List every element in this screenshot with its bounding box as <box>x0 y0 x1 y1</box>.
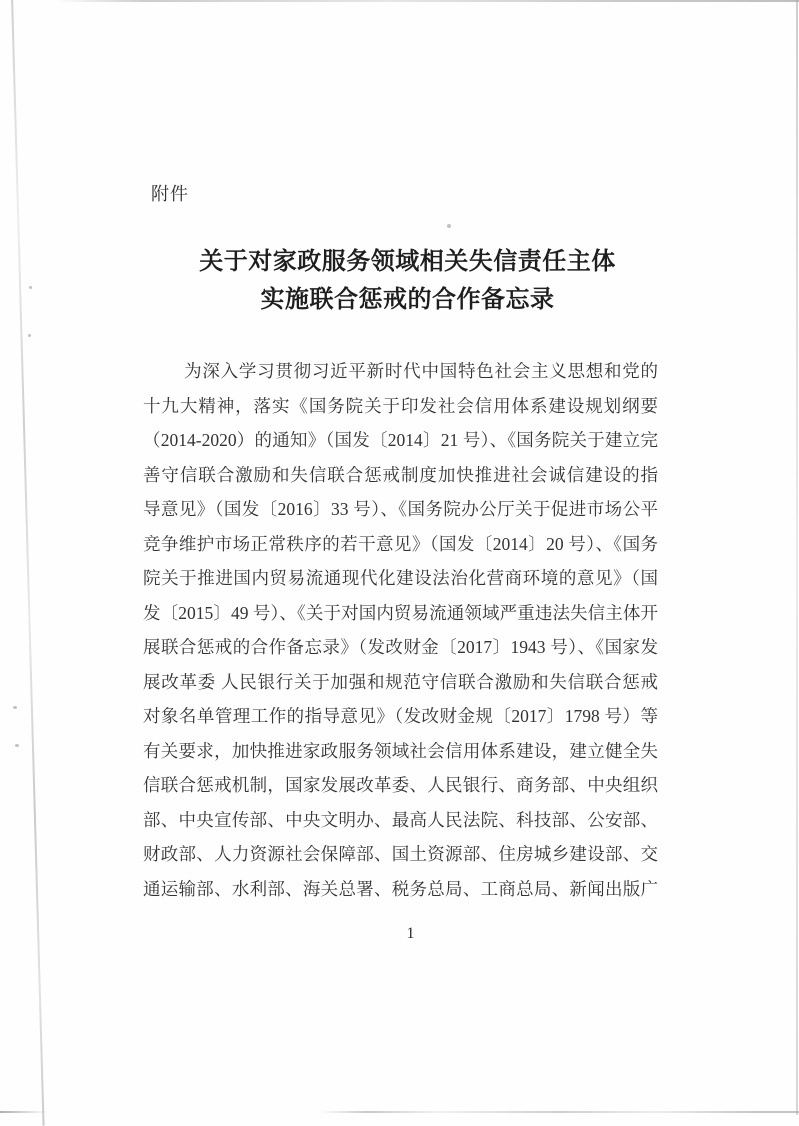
body-text-line: 部、中央宣传部、中央文明办、最高人民法院、科技部、公安部、 <box>143 809 658 830</box>
body-text-line: 为深入学习贯彻习近平新时代中国特色社会主义思想和党的 <box>184 361 658 381</box>
scan-speck <box>15 744 19 747</box>
body-text-line: 竞争维护市场正常秩序的若干意见》（国发〔2014〕20 号）、《国务 <box>143 533 658 554</box>
scan-speck <box>28 334 31 337</box>
document-title <box>16 243 799 319</box>
scan-speck <box>13 706 17 709</box>
body-text-line: 十九大精神，落实《国务院关于印发社会信用体系建设规划纲要 <box>143 395 658 416</box>
body-text-line: 善守信联合激励和失信联合惩戒制度加快推进社会诚信建设的指 <box>143 464 658 485</box>
body-text-line: 信联合惩戒机制，国家发展改革委、人民银行、商务部、中央组织 <box>143 775 658 795</box>
attachment-label: 附件 <box>151 184 189 204</box>
body-text-line: 院关于推进国内贸易流通现代化建设法治化营商环境的意见》（国 <box>143 568 658 588</box>
body-text-line: 展改革委 人民银行关于加强和规范守信联合激励和失信联合惩戒 <box>143 671 658 692</box>
scan-edge-top <box>55 0 799 2</box>
body-text-line: （2014-2020）的通知》（国发〔2014〕21 号）、《国务院关于建立完 <box>143 430 658 450</box>
body-text-line: 对象名单管理工作的指导意见》（发改财金规〔2017〕1798 号）等 <box>143 706 658 726</box>
title-line-2: 实施联合惩戒的合作备忘录 <box>260 286 555 313</box>
scan-speck <box>447 224 451 228</box>
page-number: 1 <box>406 925 415 942</box>
body-text-line: 发〔2015〕49 号）、《关于对国内贸易流通领域严重违法失信主体开 <box>143 602 658 623</box>
body-text-line: 通运输部、水利部、海关总署、税务总局、工商总局、新闻出版广 <box>143 878 658 899</box>
body-text-line: 有关要求，加快推进家政服务领域社会信用体系建设，建立健全失 <box>143 740 658 761</box>
scan-edge-bottom <box>0 1111 799 1113</box>
body-text <box>143 354 658 906</box>
body-text-line: 展联合惩戒的合作备忘录》（发改财金〔2017〕1943 号）、《国家发 <box>143 637 658 657</box>
scan-edge-right <box>796 0 798 1115</box>
scan-edge-left <box>11 0 45 1126</box>
body-text-line: 财政部、人力资源社会保障部、国土资源部、住房城乡建设部、交 <box>143 844 658 864</box>
title-line-1: 关于对家政服务领域相关失信责任主体 <box>199 248 616 275</box>
body-text-line: 导意见》（国发〔2016〕33 号）、《国务院办公厅关于促进市场公平 <box>143 499 658 519</box>
